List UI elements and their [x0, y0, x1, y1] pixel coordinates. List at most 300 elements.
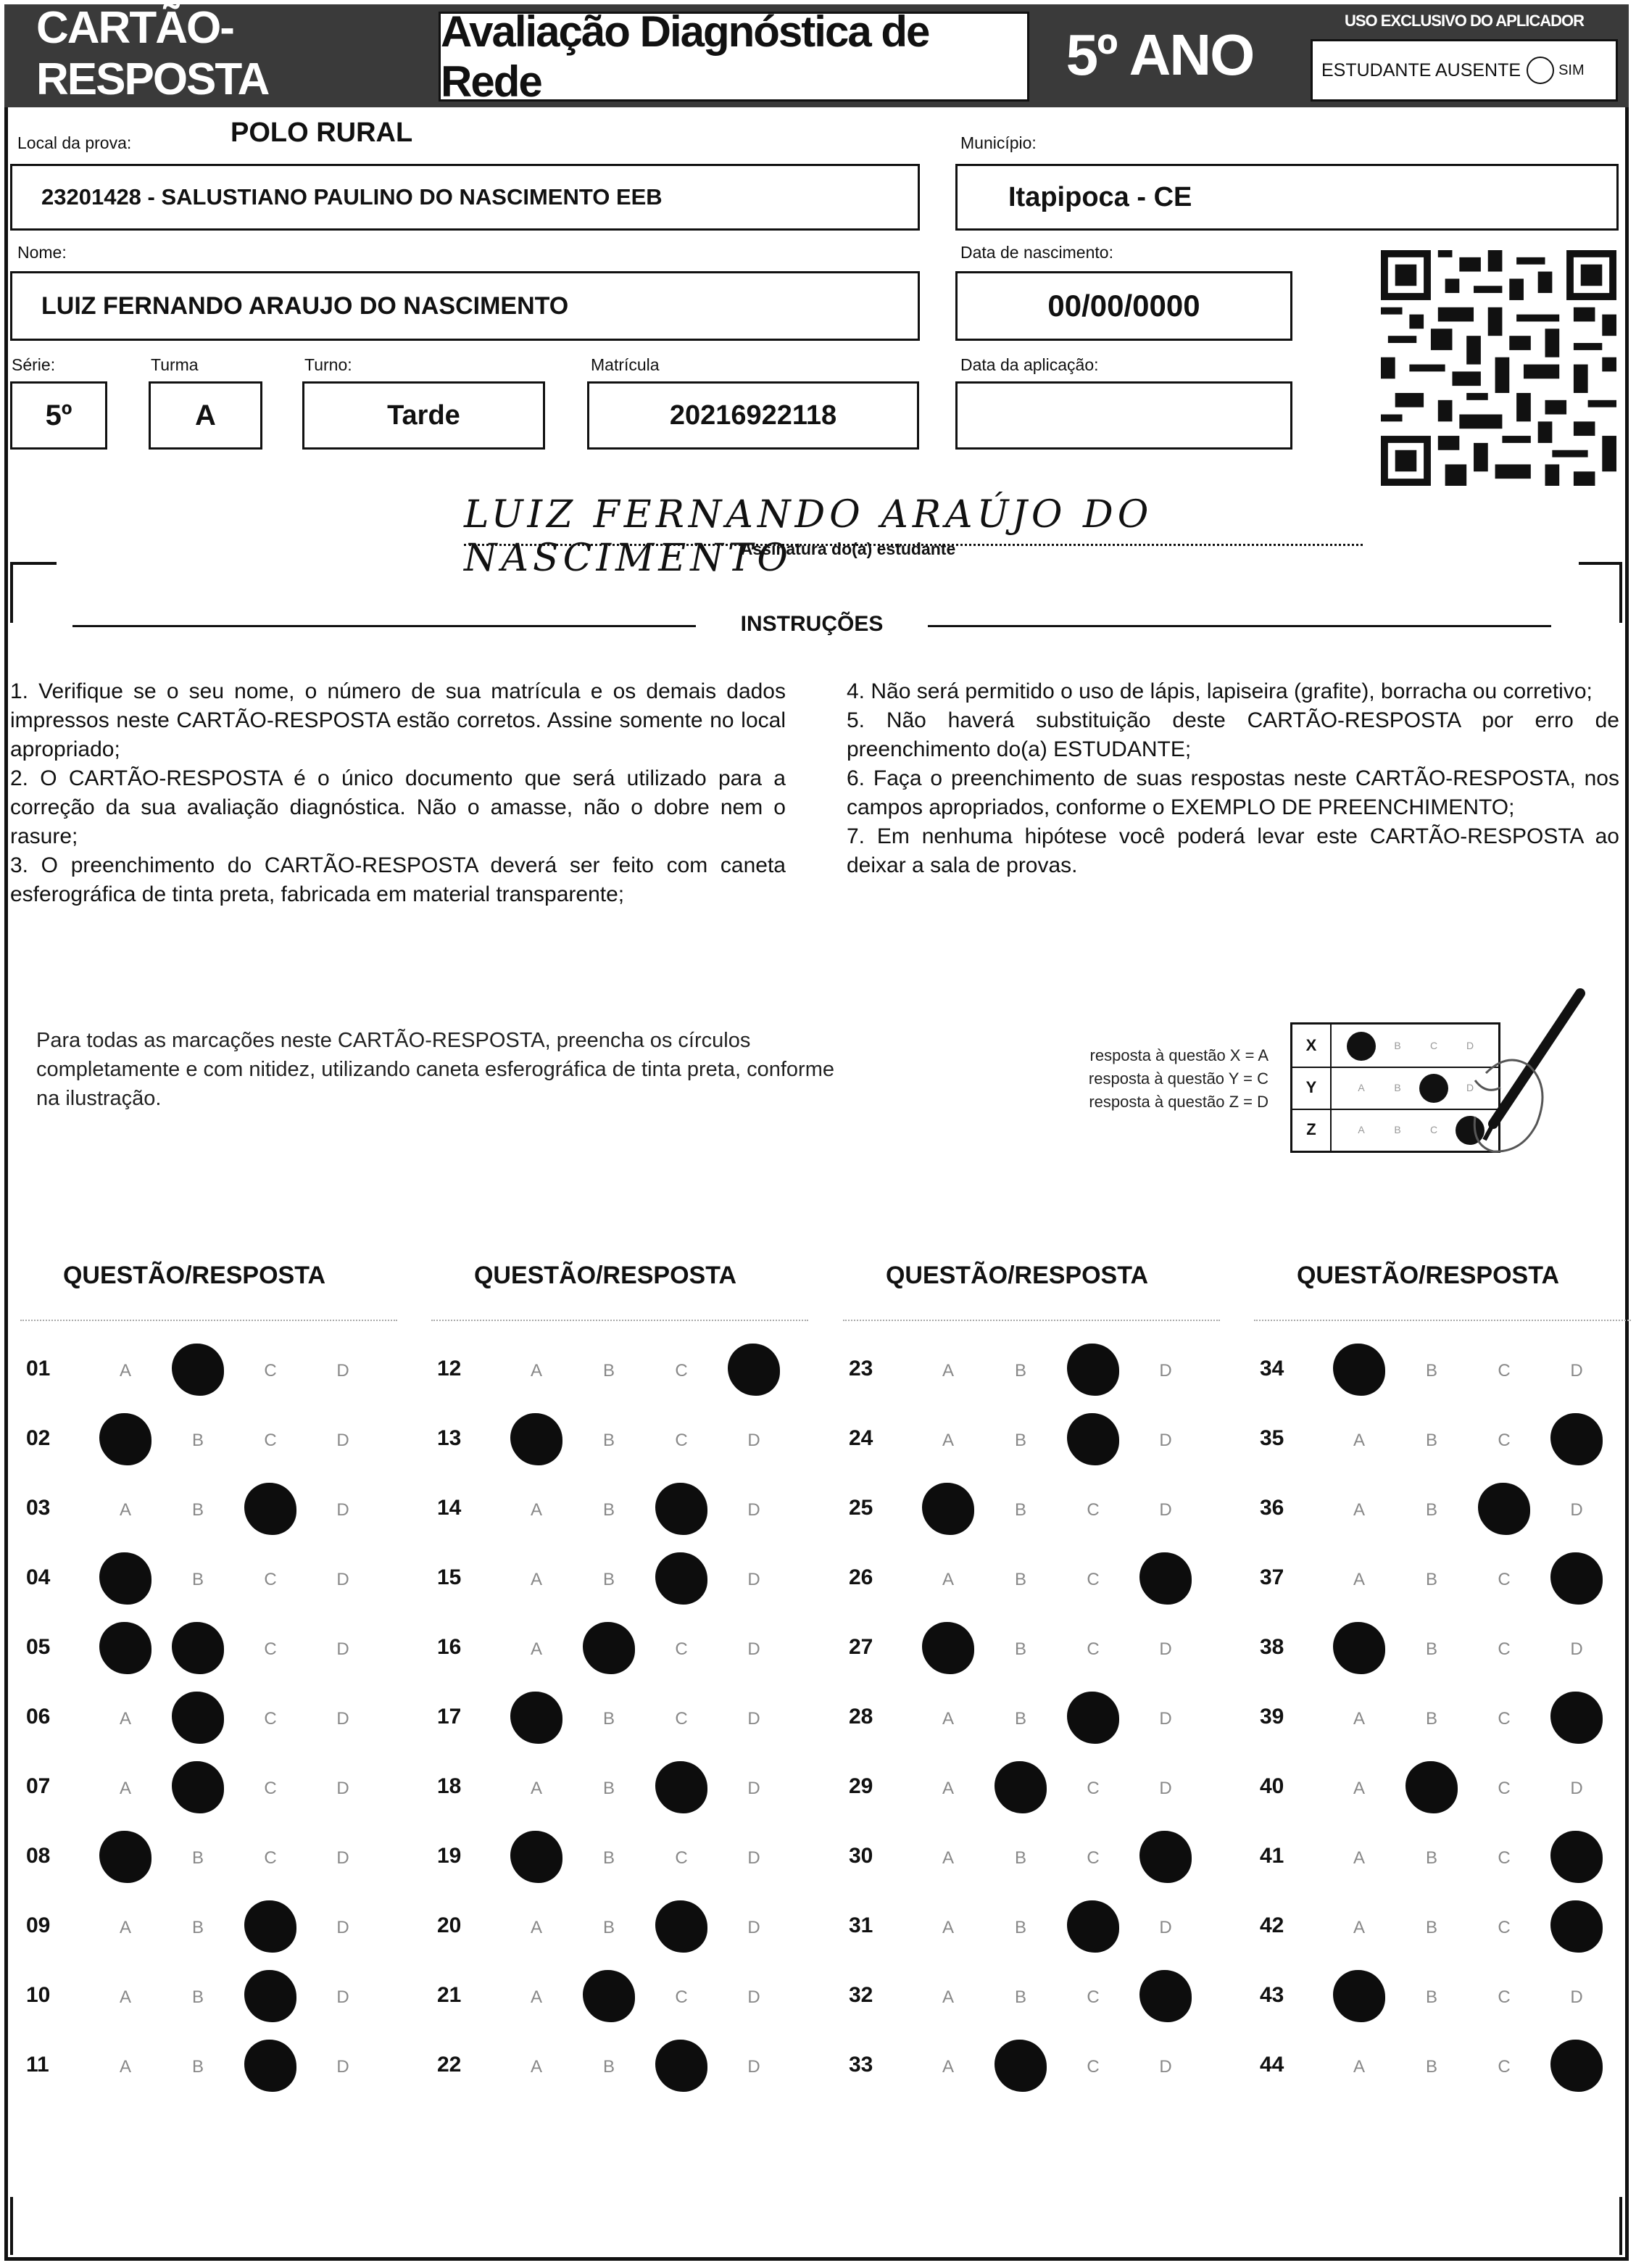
option-bubble-b[interactable]: B — [602, 1779, 615, 1798]
option-bubble-c[interactable]: C — [1087, 1779, 1100, 1798]
question-row — [843, 1902, 1220, 1953]
question-number: 35 — [1260, 1426, 1284, 1450]
option-bubble-d[interactable]: D — [336, 1779, 349, 1798]
example-row-key: Z — [1292, 1109, 1332, 1151]
option-bubble-d[interactable]: D — [1159, 1431, 1172, 1450]
absent-checkbox[interactable] — [1527, 57, 1554, 84]
question-number: 22 — [437, 2053, 462, 2077]
question-row — [1254, 1415, 1631, 1465]
option-bubble-b[interactable]: B — [191, 1431, 204, 1450]
local-value: POLO RURAL — [231, 117, 413, 148]
question-row — [843, 1763, 1220, 1813]
filled-bubble-d[interactable] — [1550, 1413, 1603, 1465]
example-option-label: B — [1394, 1040, 1401, 1051]
question-number: 07 — [26, 1774, 51, 1798]
question-row — [1254, 2041, 1631, 2092]
option-bubble-c[interactable]: C — [1498, 1570, 1511, 1589]
option-bubble-c[interactable]: C — [1498, 2057, 1511, 2077]
option-bubble-d[interactable]: D — [747, 2057, 760, 2077]
question-number: 27 — [849, 1635, 873, 1659]
option-bubble-b[interactable]: B — [1425, 1361, 1437, 1381]
filled-bubble-c[interactable] — [655, 2040, 707, 2092]
option-bubble-c[interactable]: C — [1087, 1987, 1100, 2007]
example-option-label: A — [1358, 1124, 1365, 1135]
question-number: 26 — [849, 1565, 873, 1589]
instruction-6: 6. Faça o preenchimento de suas respostas neste CARTÃO-RESPOSTA, nos campos apropriados, conforme o EXEMPLO DE PREENCHIMENTO; — [847, 766, 1619, 819]
option-bubble-d[interactable]: D — [336, 1500, 349, 1520]
option-bubble-a[interactable]: A — [530, 1361, 542, 1381]
option-bubble-b[interactable]: B — [1425, 2057, 1437, 2077]
question-number: 32 — [849, 1983, 873, 2007]
option-bubble-a[interactable]: A — [1353, 1709, 1365, 1729]
question-row — [1254, 1902, 1631, 1953]
instruction-2: 2. O CARTÃO-RESPOSTA é o único documento que será utilizado para a correção da sua avaliação diagnóstica. Não o amasse, não o dobre nem o rasure; — [10, 766, 786, 848]
filled-bubble-a[interactable] — [1333, 1344, 1385, 1396]
question-row — [1254, 1763, 1631, 1813]
school-field — [10, 164, 920, 231]
option-bubble-a[interactable]: A — [942, 1779, 954, 1798]
option-bubble-b[interactable]: B — [1425, 1500, 1437, 1520]
option-bubble-c[interactable]: C — [675, 1639, 688, 1659]
corner-bottom-left — [10, 2197, 16, 2255]
example-line-x: resposta à questão X = A — [1089, 1046, 1268, 1064]
nome-value: LUIZ FERNANDO ARAUJO DO NASCIMENTO — [41, 291, 569, 320]
option-bubble-a[interactable]: A — [119, 1779, 131, 1798]
option-bubble-b[interactable]: B — [1425, 1918, 1437, 1937]
option-bubble-c[interactable]: C — [264, 1639, 277, 1659]
filled-bubble-d[interactable] — [1139, 1970, 1192, 2022]
column-top-rule — [20, 1320, 397, 1325]
option-bubble-a[interactable]: A — [1353, 1431, 1365, 1450]
qr-code — [1381, 250, 1616, 486]
option-bubble-b[interactable]: B — [191, 1570, 204, 1589]
column-header: QUESTÃO/RESPOSTA — [1296, 1262, 1560, 1289]
option-bubble-a[interactable]: A — [119, 1918, 131, 1937]
option-bubble-b[interactable]: B — [1425, 1709, 1437, 1729]
filled-bubble-b[interactable] — [172, 1344, 224, 1396]
example-option-label: D — [1466, 1082, 1474, 1093]
question-number: 21 — [437, 1983, 462, 2007]
question-number: 24 — [849, 1426, 873, 1450]
instruction-4: 4. Não será permitido o uso de lápis, lapiseira (grafite), borracha ou corretivo; — [847, 679, 1593, 703]
question-row — [431, 1623, 808, 1674]
filled-bubble-d[interactable] — [1139, 1552, 1192, 1605]
option-bubble-d[interactable]: D — [1570, 1639, 1583, 1659]
option-bubble-b[interactable]: B — [602, 1848, 615, 1868]
option-bubble-a[interactable]: A — [1353, 2057, 1365, 2077]
filled-bubble-b[interactable] — [172, 1761, 224, 1813]
option-bubble-b[interactable]: B — [602, 1500, 615, 1520]
option-bubble-b[interactable]: B — [1014, 1848, 1026, 1868]
option-bubble-d[interactable]: D — [747, 1779, 760, 1798]
column-top-rule — [843, 1320, 1220, 1325]
example-line-y: resposta à questão Y = C — [1088, 1069, 1268, 1088]
municipio-label: Município: — [960, 133, 1037, 152]
option-bubble-b[interactable]: B — [1014, 1709, 1026, 1729]
option-bubble-d[interactable]: D — [336, 1987, 349, 2007]
question-row — [20, 1832, 397, 1883]
column-header: QUESTÃO/RESPOSTA — [473, 1262, 737, 1289]
filled-bubble-d[interactable] — [1550, 1552, 1603, 1605]
option-bubble-b[interactable]: B — [1014, 1500, 1026, 1520]
filled-bubble-c[interactable] — [1067, 1413, 1119, 1465]
option-bubble-a[interactable]: A — [1353, 1918, 1365, 1937]
question-number: 04 — [26, 1565, 51, 1589]
filled-bubble-a[interactable] — [99, 1622, 151, 1674]
question-number: 11 — [26, 2053, 49, 2077]
question-number: 44 — [1260, 2053, 1284, 2077]
option-bubble-d[interactable]: D — [747, 1431, 760, 1450]
marking-instructions: Para todas as marcações neste CARTÃO-RESPOSTA, preencha os círculos completamente e com nitidez, utilizando caneta esferográfica de tinta preta, conforme na ilustração. — [36, 1029, 834, 1110]
option-bubble-d[interactable]: D — [336, 1361, 349, 1381]
option-bubble-b[interactable]: B — [1425, 1570, 1437, 1589]
matricula-label: Matrícula — [591, 355, 660, 374]
option-bubble-d[interactable]: D — [1570, 1361, 1583, 1381]
option-bubble-d[interactable]: D — [1159, 1709, 1172, 1729]
option-bubble-b[interactable]: B — [602, 1709, 615, 1729]
option-bubble-d[interactable]: D — [747, 1500, 760, 1520]
aplicacao-field — [955, 381, 1292, 450]
turma-field — [149, 381, 262, 450]
option-bubble-c[interactable]: C — [264, 1431, 277, 1450]
option-bubble-a[interactable]: A — [530, 1639, 542, 1659]
question-row — [431, 1484, 808, 1535]
question-number: 10 — [26, 1983, 51, 2007]
filled-bubble-d[interactable] — [1550, 1692, 1603, 1744]
question-number: 13 — [437, 1426, 462, 1450]
question-row — [843, 1971, 1220, 2022]
column-top-rule — [431, 1320, 808, 1325]
filled-bubble-a[interactable] — [922, 1483, 974, 1535]
option-bubble-d[interactable]: D — [747, 1709, 760, 1729]
option-bubble-d[interactable]: D — [747, 1639, 760, 1659]
filled-bubble-a[interactable] — [510, 1831, 562, 1883]
question-number: 14 — [437, 1496, 462, 1520]
option-bubble-b[interactable]: B — [1014, 1570, 1026, 1589]
question-number: 30 — [849, 1844, 873, 1868]
option-bubble-b[interactable]: B — [1014, 1431, 1026, 1450]
question-number: 15 — [437, 1565, 462, 1589]
filled-bubble-d[interactable] — [728, 1344, 780, 1396]
applicator-label: USO EXCLUSIVO DO APLICADOR — [1344, 12, 1585, 30]
question-number: 43 — [1260, 1983, 1284, 2007]
option-bubble-c[interactable]: C — [675, 1987, 688, 2007]
question-number: 38 — [1260, 1635, 1284, 1659]
option-bubble-c[interactable]: C — [264, 1361, 277, 1381]
option-bubble-d[interactable]: D — [336, 1570, 349, 1589]
filled-bubble-c[interactable] — [244, 2040, 296, 2092]
question-number: 36 — [1260, 1496, 1284, 1520]
example-line-z: resposta à questão Z = D — [1089, 1093, 1268, 1111]
question-row — [20, 1484, 397, 1535]
turno-value: Tarde — [387, 400, 460, 431]
question-row — [1254, 1832, 1631, 1883]
option-bubble-b[interactable]: B — [191, 2057, 204, 2077]
question-row — [20, 1971, 397, 2022]
question-number: 06 — [26, 1705, 51, 1729]
filled-bubble-a[interactable] — [922, 1622, 974, 1674]
option-bubble-c[interactable]: C — [1498, 1918, 1511, 1937]
option-bubble-b[interactable]: B — [1425, 1639, 1437, 1659]
question-row — [1254, 1693, 1631, 1744]
question-row — [20, 1623, 397, 1674]
question-row — [431, 1693, 808, 1744]
option-bubble-a[interactable]: A — [530, 2057, 542, 2077]
filled-bubble-b[interactable] — [172, 1692, 224, 1744]
option-bubble-b[interactable]: B — [191, 1918, 204, 1937]
option-bubble-c[interactable]: C — [264, 1570, 277, 1589]
option-bubble-a[interactable]: A — [530, 1570, 542, 1589]
option-bubble-c[interactable]: C — [675, 1848, 688, 1868]
question-row — [20, 1415, 397, 1465]
question-number: 16 — [437, 1635, 462, 1659]
question-row — [1254, 1971, 1631, 2022]
option-bubble-b[interactable]: B — [602, 1361, 615, 1381]
filled-bubble-c[interactable] — [244, 1900, 296, 1953]
nascimento-field — [955, 271, 1292, 341]
option-bubble-a[interactable]: A — [119, 1709, 131, 1729]
option-bubble-d[interactable]: D — [1570, 1987, 1583, 2007]
option-bubble-c[interactable]: C — [264, 1848, 277, 1868]
question-row — [431, 1763, 808, 1813]
option-bubble-c[interactable]: C — [1087, 2057, 1100, 2077]
serie-label: Série: — [12, 355, 56, 374]
option-bubble-d[interactable]: D — [336, 1639, 349, 1659]
option-bubble-d[interactable]: D — [336, 1848, 349, 1868]
filled-bubble-c[interactable] — [1067, 1692, 1119, 1744]
question-number: 37 — [1260, 1565, 1284, 1589]
question-row — [431, 1902, 808, 1953]
option-bubble-d[interactable]: D — [1159, 1500, 1172, 1520]
option-bubble-a[interactable]: A — [1353, 1848, 1365, 1868]
option-bubble-c[interactable]: C — [675, 1431, 688, 1450]
option-bubble-d[interactable]: D — [1159, 1361, 1172, 1381]
option-bubble-d[interactable]: D — [747, 1848, 760, 1868]
option-bubble-c[interactable]: C — [1498, 1361, 1511, 1381]
question-row — [431, 1345, 808, 1396]
filled-bubble-c[interactable] — [244, 1970, 296, 2022]
absent-option: SIM — [1558, 62, 1585, 78]
question-number: 08 — [26, 1844, 51, 1868]
option-bubble-a[interactable]: A — [1353, 1570, 1365, 1589]
serie-field — [10, 381, 107, 450]
example-option-label: B — [1394, 1124, 1401, 1135]
option-bubble-c[interactable]: C — [1087, 1848, 1100, 1868]
signature-label: Assinatura do(a) estudante — [740, 539, 956, 558]
question-number: 02 — [26, 1426, 51, 1450]
filled-bubble-a[interactable] — [99, 1831, 151, 1883]
question-row — [431, 2041, 808, 2092]
option-bubble-a[interactable]: A — [942, 1570, 954, 1589]
question-row — [1254, 1554, 1631, 1605]
filled-bubble-d[interactable] — [1550, 2040, 1603, 2092]
option-bubble-b[interactable]: B — [1014, 1918, 1026, 1937]
option-bubble-a[interactable]: A — [119, 1361, 131, 1381]
filled-bubble-b[interactable] — [583, 1622, 635, 1674]
instructions-title: INSTRUÇÕES — [696, 612, 928, 637]
municipio-value: Itapipoca - CE — [1008, 181, 1192, 212]
filled-bubble-b[interactable] — [1405, 1761, 1458, 1813]
option-bubble-a[interactable]: A — [942, 1987, 954, 2007]
option-bubble-b[interactable]: B — [1425, 1848, 1437, 1868]
option-bubble-d[interactable]: D — [1570, 1779, 1583, 1798]
option-bubble-b[interactable]: B — [1014, 1987, 1026, 2007]
column-header: QUESTÃO/RESPOSTA — [62, 1262, 326, 1289]
option-bubble-c[interactable]: C — [1498, 1987, 1511, 2007]
option-bubble-c[interactable]: C — [1498, 1709, 1511, 1729]
question-row — [843, 1345, 1220, 1396]
grade-title: 5º ANO — [1066, 22, 1254, 87]
question-row — [431, 1415, 808, 1465]
filled-bubble-b[interactable] — [583, 1970, 635, 2022]
question-number: 20 — [437, 1913, 462, 1937]
option-bubble-a[interactable]: A — [942, 2057, 954, 2077]
turno-label: Turno: — [304, 355, 352, 374]
option-bubble-c[interactable]: C — [1087, 1500, 1100, 1520]
question-row — [1254, 1345, 1631, 1396]
filled-bubble-a[interactable] — [510, 1692, 562, 1744]
option-bubble-d[interactable]: D — [1159, 1779, 1172, 1798]
option-bubble-d[interactable]: D — [336, 1918, 349, 1937]
option-bubble-b[interactable]: B — [602, 1918, 615, 1937]
filled-bubble-a[interactable] — [99, 1413, 151, 1465]
filled-bubble-d[interactable] — [1550, 1831, 1603, 1883]
option-bubble-c[interactable]: C — [1498, 1431, 1511, 1450]
question-number: 33 — [849, 2053, 873, 2077]
option-bubble-a[interactable]: A — [530, 1918, 542, 1937]
filled-bubble-c[interactable] — [655, 1761, 707, 1813]
question-row — [843, 1484, 1220, 1535]
option-bubble-d[interactable]: D — [1159, 1639, 1172, 1659]
filled-bubble-c[interactable] — [1067, 1900, 1119, 1953]
option-bubble-b[interactable]: B — [602, 1431, 615, 1450]
instructions-right — [847, 677, 1619, 880]
question-row — [431, 1832, 808, 1883]
option-bubble-b[interactable]: B — [191, 1848, 204, 1868]
option-bubble-d[interactable]: D — [336, 1709, 349, 1729]
option-bubble-c[interactable]: C — [264, 1779, 277, 1798]
filled-bubble-d[interactable] — [1139, 1831, 1192, 1883]
instruction-3: 3. O preenchimento do CARTÃO-RESPOSTA deverá ser feito com caneta esferográfica de tinta preta, fabricada em material transparente; — [10, 853, 786, 906]
filled-bubble-b[interactable] — [172, 1622, 224, 1674]
option-bubble-a[interactable]: A — [119, 2057, 131, 2077]
example-option-label: C — [1429, 1124, 1438, 1135]
option-bubble-a[interactable]: A — [530, 1779, 542, 1798]
option-bubble-d[interactable]: D — [1159, 2057, 1172, 2077]
option-bubble-a[interactable]: A — [942, 1848, 954, 1868]
option-bubble-b[interactable]: B — [1425, 1431, 1437, 1450]
option-bubble-b[interactable]: B — [191, 1987, 204, 2007]
exam-title: Avaliação Diagnóstica de Rede — [439, 12, 1029, 102]
option-bubble-d[interactable]: D — [1570, 1500, 1583, 1520]
question-number: 05 — [26, 1635, 51, 1659]
option-bubble-a[interactable]: A — [119, 1987, 131, 2007]
option-bubble-b[interactable]: B — [191, 1500, 204, 1520]
question-row — [1254, 1623, 1631, 1674]
option-bubble-d[interactable]: D — [336, 2057, 349, 2077]
question-row — [20, 1763, 397, 1813]
option-bubble-c[interactable]: C — [1087, 1570, 1100, 1589]
instruction-5: 5. Não haverá substituição deste CARTÃO-RESPOSTA por erro de preenchimento do(a) ESTUDANTE; — [847, 708, 1619, 761]
absent-box — [1311, 39, 1618, 102]
option-bubble-c[interactable]: C — [1498, 1639, 1511, 1659]
corner-bottom-right — [1616, 2197, 1622, 2255]
option-bubble-b[interactable]: B — [1014, 1639, 1026, 1659]
question-number: 03 — [26, 1496, 51, 1520]
option-bubble-a[interactable]: A — [1353, 1500, 1365, 1520]
filled-bubble-c[interactable] — [655, 1552, 707, 1605]
filled-bubble-c[interactable] — [1478, 1483, 1530, 1535]
filled-bubble-c[interactable] — [655, 1900, 707, 1953]
option-bubble-b[interactable]: B — [602, 1570, 615, 1589]
filled-bubble-a[interactable] — [99, 1552, 151, 1605]
option-bubble-d[interactable]: D — [336, 1431, 349, 1450]
question-number: 40 — [1260, 1774, 1284, 1798]
option-bubble-d[interactable]: D — [747, 1987, 760, 2007]
option-bubble-b[interactable]: B — [602, 2057, 615, 2077]
question-row — [843, 1693, 1220, 1744]
example-option-label: A — [1358, 1082, 1365, 1093]
option-bubble-c[interactable]: C — [675, 1361, 688, 1381]
option-bubble-a[interactable]: A — [1353, 1779, 1365, 1798]
filled-bubble-b[interactable] — [995, 2040, 1047, 2092]
card-title: CARTÃO-RESPOSTA — [36, 3, 269, 104]
matricula-field — [587, 381, 919, 450]
question-row — [431, 1554, 808, 1605]
question-row — [431, 1971, 808, 2022]
turno-field — [302, 381, 545, 450]
option-bubble-a[interactable]: A — [119, 1500, 131, 1520]
option-bubble-a[interactable]: A — [942, 1918, 954, 1937]
question-number: 42 — [1260, 1913, 1284, 1937]
option-bubble-b[interactable]: B — [1014, 1361, 1026, 1381]
question-row — [843, 1415, 1220, 1465]
option-bubble-a[interactable]: A — [942, 1431, 954, 1450]
example-option-label: B — [1394, 1082, 1401, 1093]
option-bubble-c[interactable]: C — [264, 1709, 277, 1729]
question-number: 12 — [437, 1357, 462, 1381]
option-bubble-c[interactable]: C — [1498, 1848, 1511, 1868]
option-bubble-a[interactable]: A — [942, 1709, 954, 1729]
filled-bubble-a[interactable] — [1333, 1622, 1385, 1674]
filled-bubble-a[interactable] — [1333, 1970, 1385, 2022]
option-bubble-c[interactable]: C — [675, 1709, 688, 1729]
option-bubble-d[interactable]: D — [747, 1918, 760, 1937]
option-bubble-a[interactable]: A — [530, 1987, 542, 2007]
option-bubble-c[interactable]: C — [1498, 1779, 1511, 1798]
question-row — [20, 1902, 397, 1953]
option-bubble-d[interactable]: D — [747, 1570, 760, 1589]
filled-bubble-a[interactable] — [510, 1413, 562, 1465]
option-bubble-a[interactable]: A — [942, 1361, 954, 1381]
option-bubble-b[interactable]: B — [1425, 1987, 1437, 2007]
filled-bubble-c[interactable] — [655, 1483, 707, 1535]
question-row — [20, 1693, 397, 1744]
question-row — [20, 1345, 397, 1396]
filled-bubble-d[interactable] — [1550, 1900, 1603, 1953]
option-bubble-d[interactable]: D — [1159, 1918, 1172, 1937]
filled-bubble-c[interactable] — [244, 1483, 296, 1535]
question-number: 41 — [1260, 1844, 1284, 1868]
option-bubble-c[interactable]: C — [1087, 1639, 1100, 1659]
filled-bubble-c[interactable] — [1067, 1344, 1119, 1396]
filled-bubble-b[interactable] — [995, 1761, 1047, 1813]
question-number: 01 — [26, 1357, 51, 1381]
option-bubble-a[interactable]: A — [530, 1500, 542, 1520]
nome-field — [10, 271, 920, 341]
question-number: 28 — [849, 1705, 873, 1729]
local-label: Local da prova: — [17, 133, 132, 152]
